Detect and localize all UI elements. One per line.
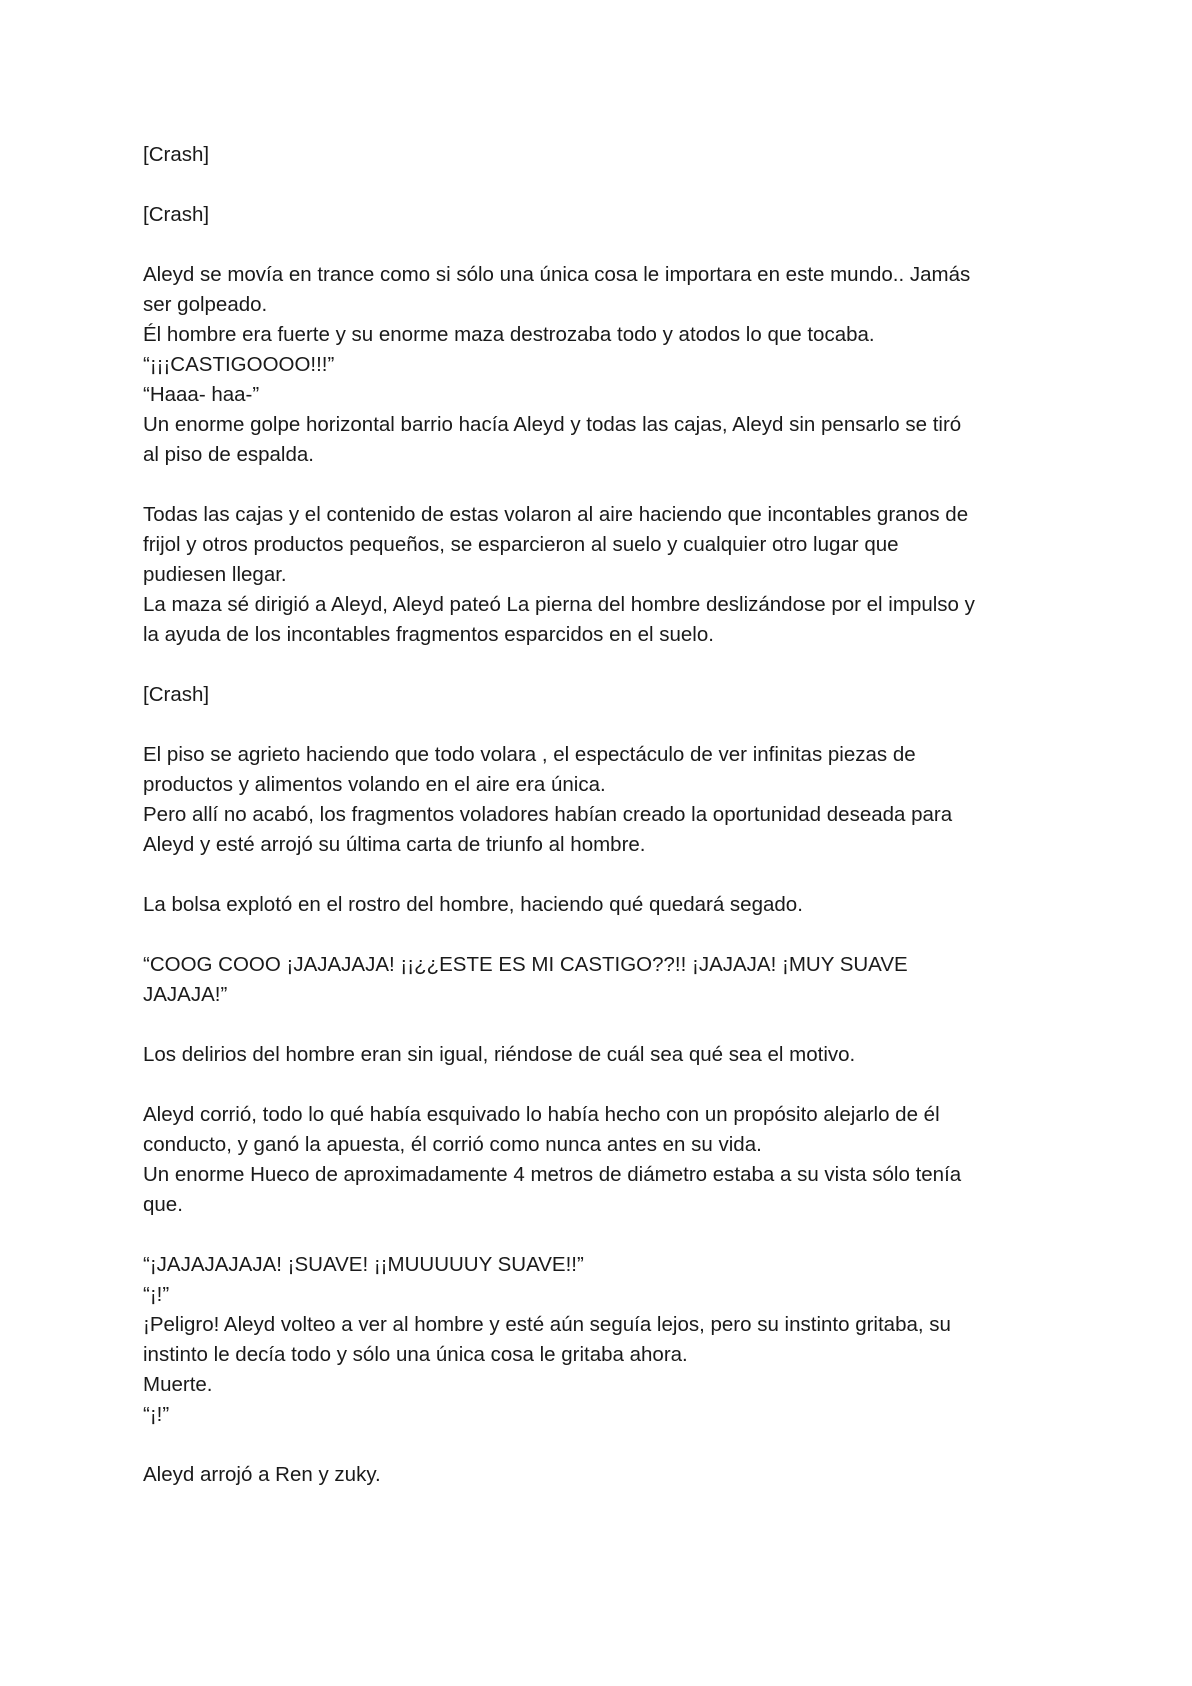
text-line: Pero allí no acabó, los fragmentos voladores habían creado la oportunidad deseada para [143, 803, 953, 826]
text-line: la ayuda de los incontables fragmentos esparcidos en el suelo. [143, 623, 714, 646]
text-line: [Crash] [143, 683, 210, 706]
text-line: Un enorme Hueco de aproximadamente 4 metros de diámetro estaba a su vista sólo tenía [143, 1163, 962, 1186]
text-line: pudiesen llegar. [143, 563, 287, 586]
paragraph [143, 740, 1043, 860]
text-line: Un enorme golpe horizontal barrio hacía Aleyd y todas las cajas, Aleyd sin pensarlo se tiró [143, 413, 962, 436]
text-line: Todas las cajas y el contenido de estas volaron al aire haciendo que incontables granos de [143, 503, 969, 526]
text-line: Aleyd se movía en trance como si sólo una única cosa le importara en este mundo.. Jamás [143, 263, 971, 286]
text-line: [Crash] [143, 203, 210, 226]
paragraph [143, 140, 1043, 170]
paragraph [143, 500, 1043, 650]
text-line: ¡Peligro! Aleyd volteo a ver al hombre y esté aún seguía lejos, pero su instinto gritaba, su [143, 1313, 951, 1336]
paragraph [143, 260, 1043, 470]
text-line: al piso de espalda. [143, 443, 314, 466]
text-line: “COOG COOO ¡JAJAJAJA! ¡¡¿¿ESTE ES MI CASTIGO??!! ¡JAJAJA! ¡MUY SUAVE [143, 953, 908, 976]
text-line: “¡JAJAJAJAJA! ¡SUAVE! ¡¡MUUUUUY SUAVE!!” [143, 1253, 584, 1276]
document-body [143, 140, 1043, 1520]
text-line: ser golpeado. [143, 293, 268, 316]
paragraph [143, 890, 1043, 920]
paragraph [143, 1460, 1043, 1490]
text-line: productos y alimentos volando en el aire era única. [143, 773, 606, 796]
paragraph [143, 680, 1043, 710]
paragraph [143, 1040, 1043, 1070]
text-line: “Haaa- haa-” [143, 383, 260, 406]
text-line: Muerte. [143, 1373, 213, 1396]
paragraph [143, 950, 1043, 1010]
text-line: “¡¡¡CASTIGOOOO!!!” [143, 353, 335, 376]
text-line: La bolsa explotó en el rostro del hombre, haciendo qué quedará segado. [143, 893, 803, 916]
text-line: instinto le decía todo y sólo una única cosa le gritaba ahora. [143, 1343, 688, 1366]
text-line: Los delirios del hombre eran sin igual, riéndose de cuál sea qué sea el motivo. [143, 1043, 856, 1066]
text-line: El piso se agrieto haciendo que todo volara , el espectáculo de ver infinitas piezas de [143, 743, 916, 766]
paragraph [143, 200, 1043, 230]
text-line: “¡!” [143, 1403, 170, 1426]
text-line: Aleyd y esté arrojó su última carta de triunfo al hombre. [143, 833, 646, 856]
text-line: conducto, y ganó la apuesta, él corrió como nunca antes en su vida. [143, 1133, 762, 1156]
text-line: Él hombre era fuerte y su enorme maza destrozaba todo y atodos lo que tocaba. [143, 323, 875, 346]
text-line: La maza sé dirigió a Aleyd, Aleyd pateó La pierna del hombre deslizándose por el impulso y [143, 593, 975, 616]
text-line: “¡!” [143, 1283, 170, 1306]
text-line: frijol y otros productos pequeños, se esparcieron al suelo y cualquier otro lugar que [143, 533, 899, 556]
paragraph [143, 1250, 1043, 1430]
text-line: que. [143, 1193, 183, 1216]
paragraph [143, 1100, 1043, 1220]
text-line: Aleyd arrojó a Ren y zuky. [143, 1463, 381, 1486]
text-line: [Crash] [143, 143, 210, 166]
text-line: JAJAJA!” [143, 983, 228, 1006]
text-line: Aleyd corrió, todo lo qué había esquivado lo había hecho con un propósito alejarlo de él [143, 1103, 940, 1126]
